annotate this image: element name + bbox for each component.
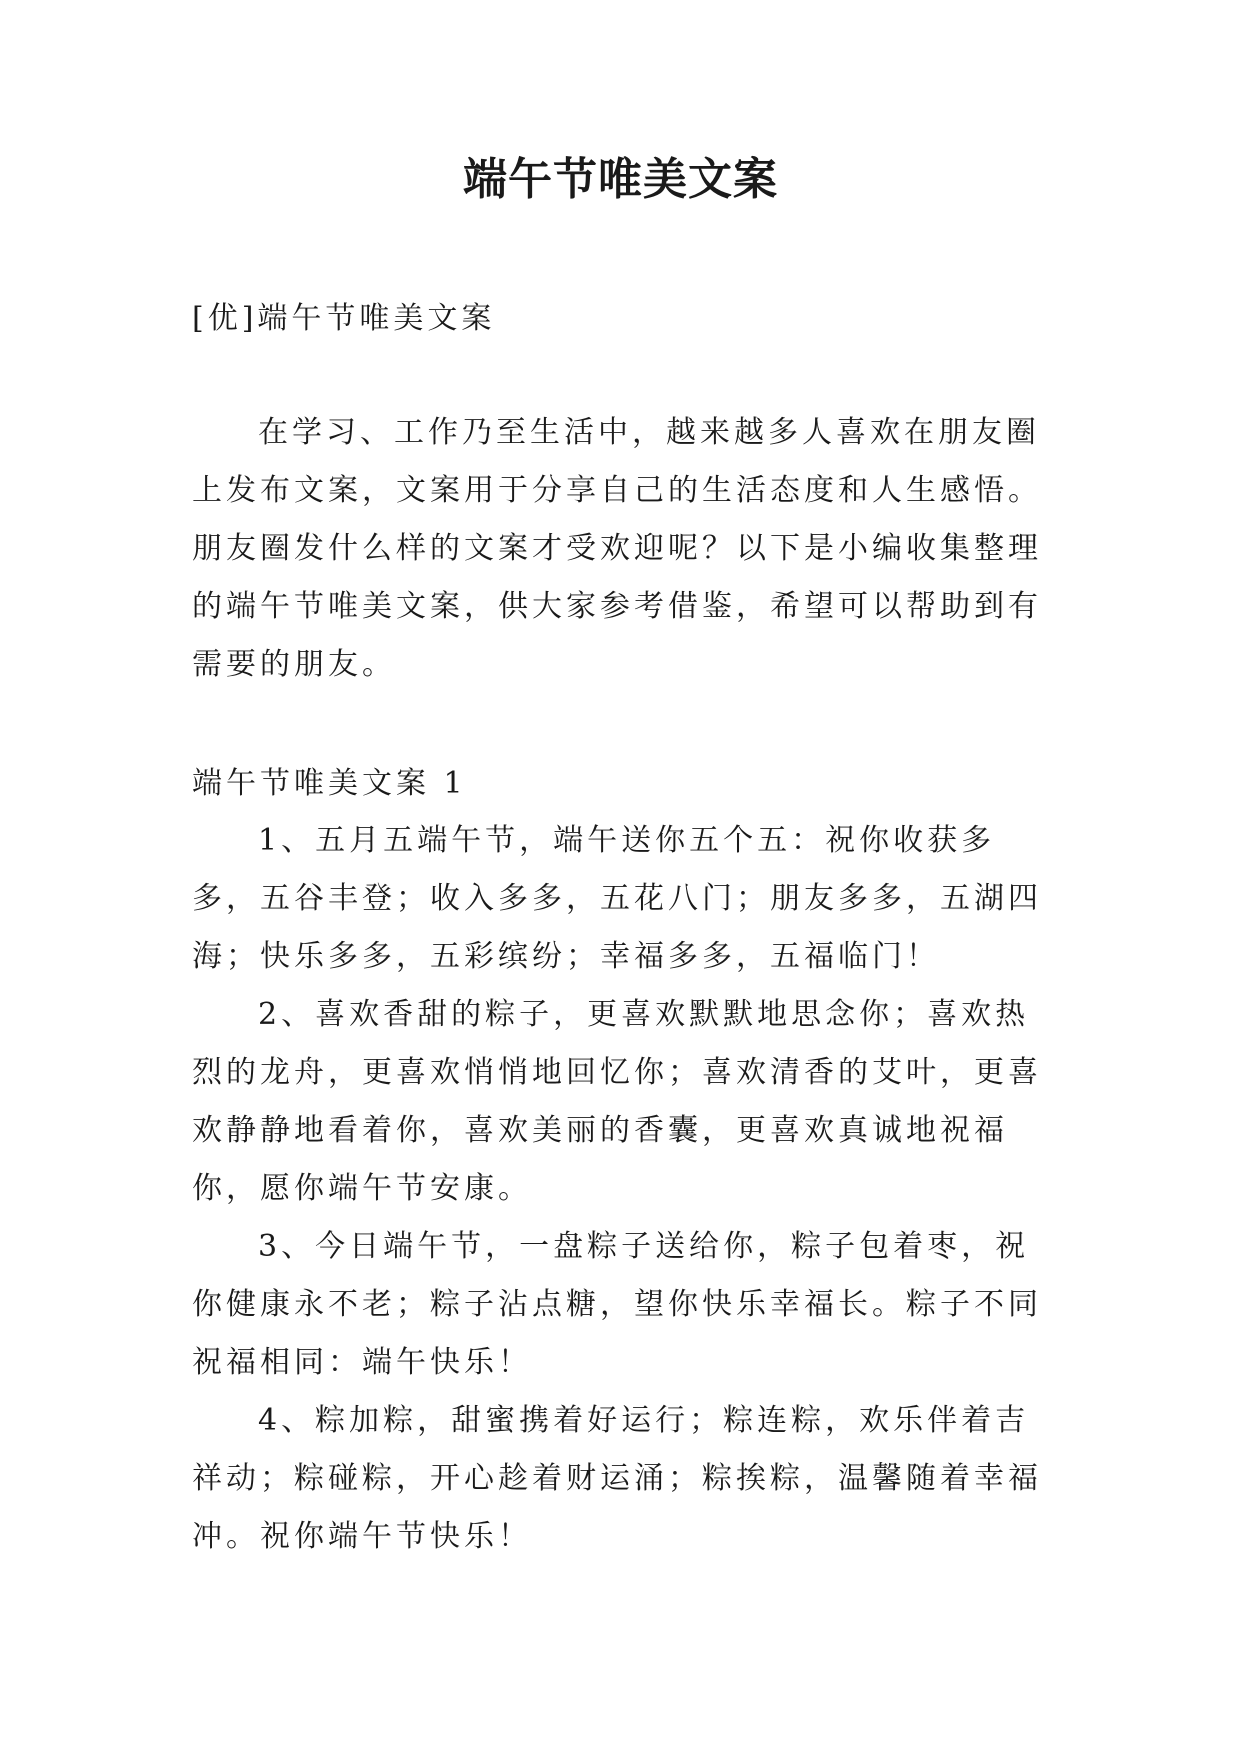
section-heading: 端午节唯美文案 1 <box>192 766 467 801</box>
list-item: 1、五月五端午节，端午送你五个五：祝你收获多多，五谷丰登；收入多多，五花八门；朋友多多，五湖四海；快乐多多，五彩缤纷；幸福多多，五福临门！ <box>192 823 1042 974</box>
page-title: 端午节唯美文案 <box>463 154 778 205</box>
list-item: 3、今日端午节，一盘粽子送给你，粽子包着枣，祝你健康永不老；粽子沾点糖，望你快乐幸福长。粽子不同祝福相同：端午快乐！ <box>192 1229 1042 1380</box>
document-subtitle: [优]端午节唯美文案 <box>192 301 496 336</box>
list-item: 2、喜欢香甜的粽子，更喜欢默默地思念你；喜欢热烈的龙舟，更喜欢悄悄地回忆你；喜欢清香的艾叶，更喜欢静静地看着你，喜欢美丽的香囊，更喜欢真诚地祝福你，愿你端午节安康。 <box>192 997 1042 1206</box>
list-item: 4、粽加粽，甜蜜携着好运行；粽连粽，欢乐伴着吉祥动；粽碰粽，开心趁着财运涌；粽挨粽，温馨随着幸福冲。祝你端午节快乐！ <box>192 1403 1042 1554</box>
copy-list <box>192 812 1062 1566</box>
intro-paragraph: 在学习、工作乃至生活中，越来越多人喜欢在朋友圈上发布文案，文案用于分享自己的生活态度和人生感悟。朋友圈发什么样的文案才受欢迎呢？以下是小编收集整理的端午节唯美文案，供大家参考借鉴，希望可以帮助到有需要的朋友。 <box>192 415 1042 682</box>
